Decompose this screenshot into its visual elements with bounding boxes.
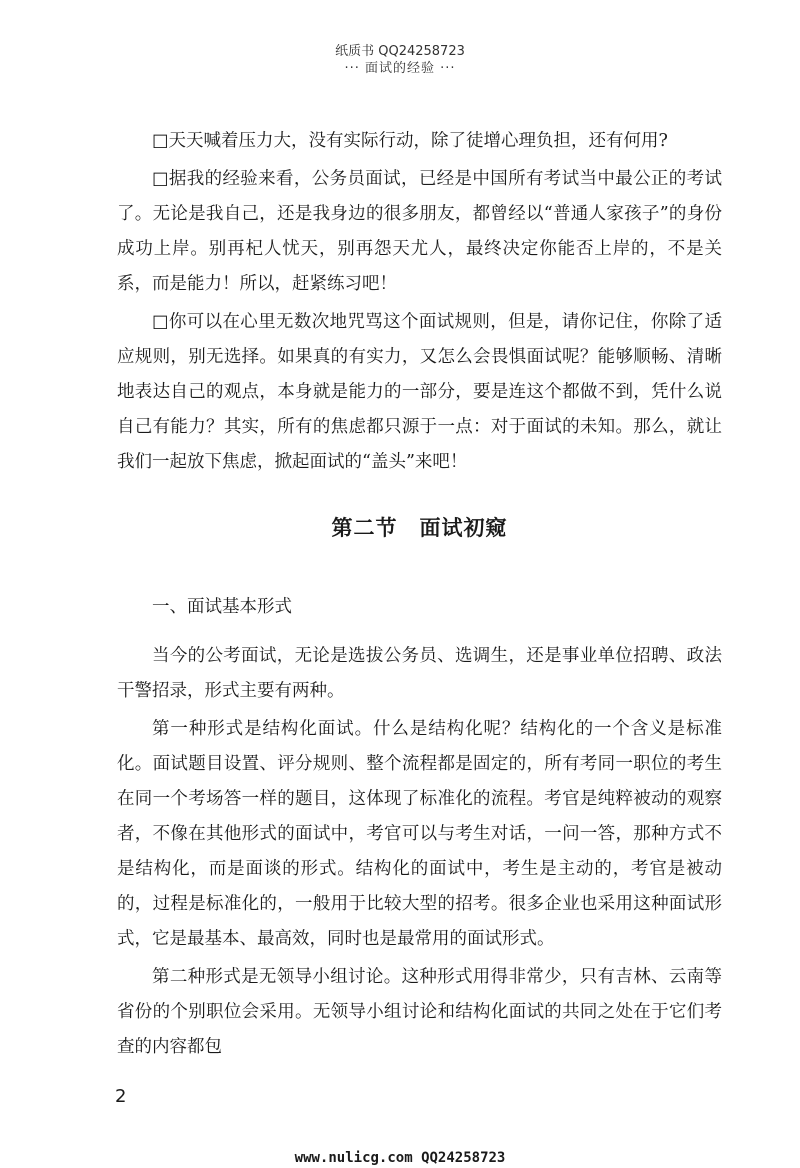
paragraph: 第二种形式是无领导小组讨论。这种形式用得非常少，只有吉林、云南等省份的个别职位会采用。无领导小组讨论和结构化面试的共同之处在于它们考查的内容都包 [117,967,722,1057]
page-body [117,124,722,1068]
paragraph: □天天喊着压力大，没有实际行动，除了徒增心理负担，还有何用? [152,131,668,151]
paragraph: 第一种形式是结构化面试。什么是结构化呢？结构化的一个含义是标准化。面试题目设置、评分规则、整个流程都是固定的，所有考同一职位的考生在同一个考场答一样的题目，这体现了标准化的流程。考官是纯粹被动的观察者，不像在其他形式的面试中，考官可以与考生对话，一问一答，那种方式不是结构化，而是面谈的形式。结构化的面试中，考生是主动的，考官是被动的，过程是标准化的，一般用于比较大型的招考。很多企业也采用这种面试形式，它是最基本、最高效，同时也是最常用的面试形式。 [117,719,722,949]
section-title: 第二节 面试初窥 [331,516,508,540]
page-number: 2 [115,1086,127,1107]
footer-watermark: www.nulicg.com QQ24258723 [294,1150,506,1166]
running-header-source: 纸质书 QQ24258723 [335,44,465,59]
paragraph: □你可以在心里无数次地咒骂这个面试规则，但是，请你记住，你除了适应规则，别无选择。如果真的有实力，又怎么会畏惧面试呢？能够顺畅、清晰地表达自己的观点，本身就是能力的一部分，要是连这个都做不到，凭什么说自己有能力？其实，所有的焦虑都只源于一点：对于面试的未知。那么，就让我们一起放下焦虑，掀起面试的“盖头”来吧！ [117,312,722,472]
paragraph: □据我的经验来看，公务员面试，已经是中国所有考试当中最公正的考试了。无论是我自己，还是我身边的很多朋友，都曾经以“普通人家孩子”的身份成功上岸。别再杞人忧天，别再怨天尤人，最终决定你能否上岸的，不是关系，而是能力！所以，赶紧练习吧！ [117,169,722,294]
running-header-chapter: ··· 面试的经验 ··· [344,61,456,76]
sub-heading: 一、面试基本形式 [152,597,292,617]
paragraph: 当今的公考面试，无论是选拔公务员、选调生，还是事业单位招聘、政法干警招录，形式主要有两种。 [117,646,722,701]
